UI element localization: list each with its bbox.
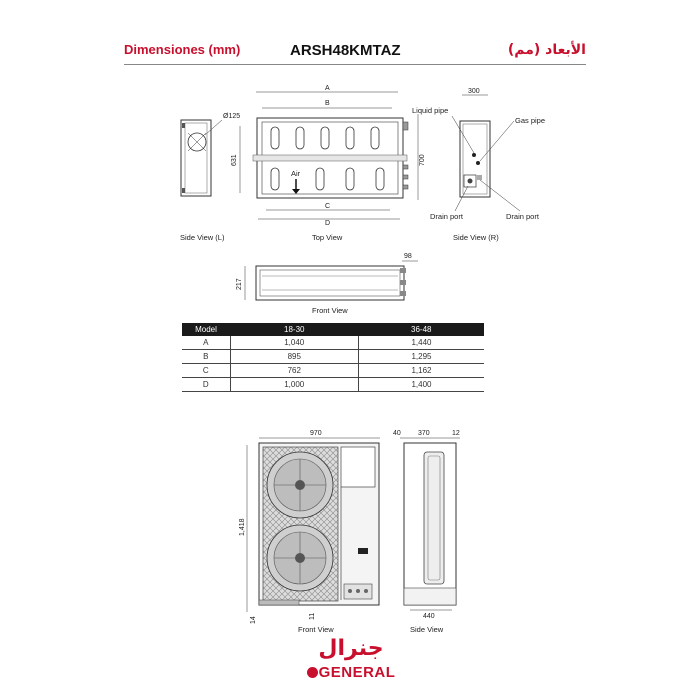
- table-row: [182, 336, 484, 350]
- section-title: Dimensiones (mm): [124, 42, 241, 57]
- table-header-row: [182, 323, 484, 336]
- side-view-right: [412, 88, 545, 242]
- table-cell: 1,040: [230, 336, 359, 350]
- indoor-front-view-label: Front View: [312, 306, 348, 315]
- upper-fan-icon: [267, 452, 333, 518]
- section-title-arabic: الأبعاد (مم): [507, 42, 586, 58]
- dim-631: 631: [231, 154, 238, 166]
- outdoor-front-view-label: Front View: [298, 625, 334, 634]
- liquid-pipe-label: Liquid pipe: [412, 106, 449, 115]
- table-header-model: Model: [182, 323, 230, 336]
- table-cell: A: [182, 336, 230, 350]
- table-header-36-48: 36-48: [359, 323, 484, 336]
- dim-700: 700: [419, 154, 426, 166]
- dim-970: 970: [310, 430, 322, 437]
- dim-A: A: [325, 85, 330, 92]
- indoor-front-view: [236, 253, 418, 315]
- brand-logo-text: GENERAL: [318, 664, 396, 681]
- dim-440: 440: [423, 613, 435, 620]
- dim-C: C: [325, 203, 331, 210]
- table-cell: D: [182, 378, 230, 392]
- table-row: [182, 378, 484, 392]
- table-cell: 1,440: [359, 336, 484, 350]
- outdoor-side-view-label: Side View: [410, 625, 444, 634]
- dim-370: 370: [418, 430, 430, 437]
- brand-logo-arabic: جنرال: [318, 636, 384, 661]
- dimensions-table: [182, 323, 484, 392]
- indoor-unit-drawing: [0, 0, 700, 320]
- outdoor-side-view: [393, 430, 460, 634]
- table-cell: 762: [230, 364, 359, 378]
- drain-port-left-label: Drain port: [430, 212, 463, 221]
- side-view-left: [180, 113, 240, 242]
- table-cell: 895: [230, 350, 359, 364]
- top-view: [253, 85, 426, 242]
- drain-port-right-label: Drain port: [506, 212, 539, 221]
- side-view-right-label: Side View (R): [453, 233, 499, 242]
- dim-40: 40: [393, 430, 401, 437]
- dim-217: 217: [236, 278, 243, 290]
- brand-logo-english: [296, 664, 406, 681]
- dim-11: 11: [309, 612, 316, 620]
- gas-pipe-label: Gas pipe: [515, 116, 546, 125]
- table-cell: 1,162: [359, 364, 484, 378]
- table-row: [182, 350, 484, 364]
- model-title: ARSH48KMTAZ: [290, 42, 401, 59]
- dim-d125: Ø125: [223, 113, 241, 120]
- table-cell: 1,295: [359, 350, 484, 364]
- outdoor-unit-drawing: [0, 420, 700, 640]
- table-row: [182, 364, 484, 378]
- dim-300: 300: [468, 88, 480, 95]
- side-view-left-label: Side View (L): [180, 233, 225, 242]
- dim-1418: 1,418: [239, 518, 246, 536]
- top-view-label: Top View: [312, 233, 343, 242]
- table-cell: 1,400: [359, 378, 484, 392]
- air-label: Air: [291, 169, 301, 178]
- dim-12: 12: [452, 430, 460, 437]
- dim-14: 14: [250, 616, 257, 624]
- table-cell: C: [182, 364, 230, 378]
- lower-fan-icon: [267, 525, 333, 591]
- table-cell: B: [182, 350, 230, 364]
- dim-D: D: [325, 220, 331, 227]
- dim-98: 98: [404, 253, 412, 260]
- dim-B: B: [325, 100, 330, 107]
- table-cell: 1,000: [230, 378, 359, 392]
- outdoor-front-view: [239, 430, 380, 634]
- table-header-18-30: 18-30: [230, 323, 359, 336]
- logo-mark-icon: [307, 667, 318, 678]
